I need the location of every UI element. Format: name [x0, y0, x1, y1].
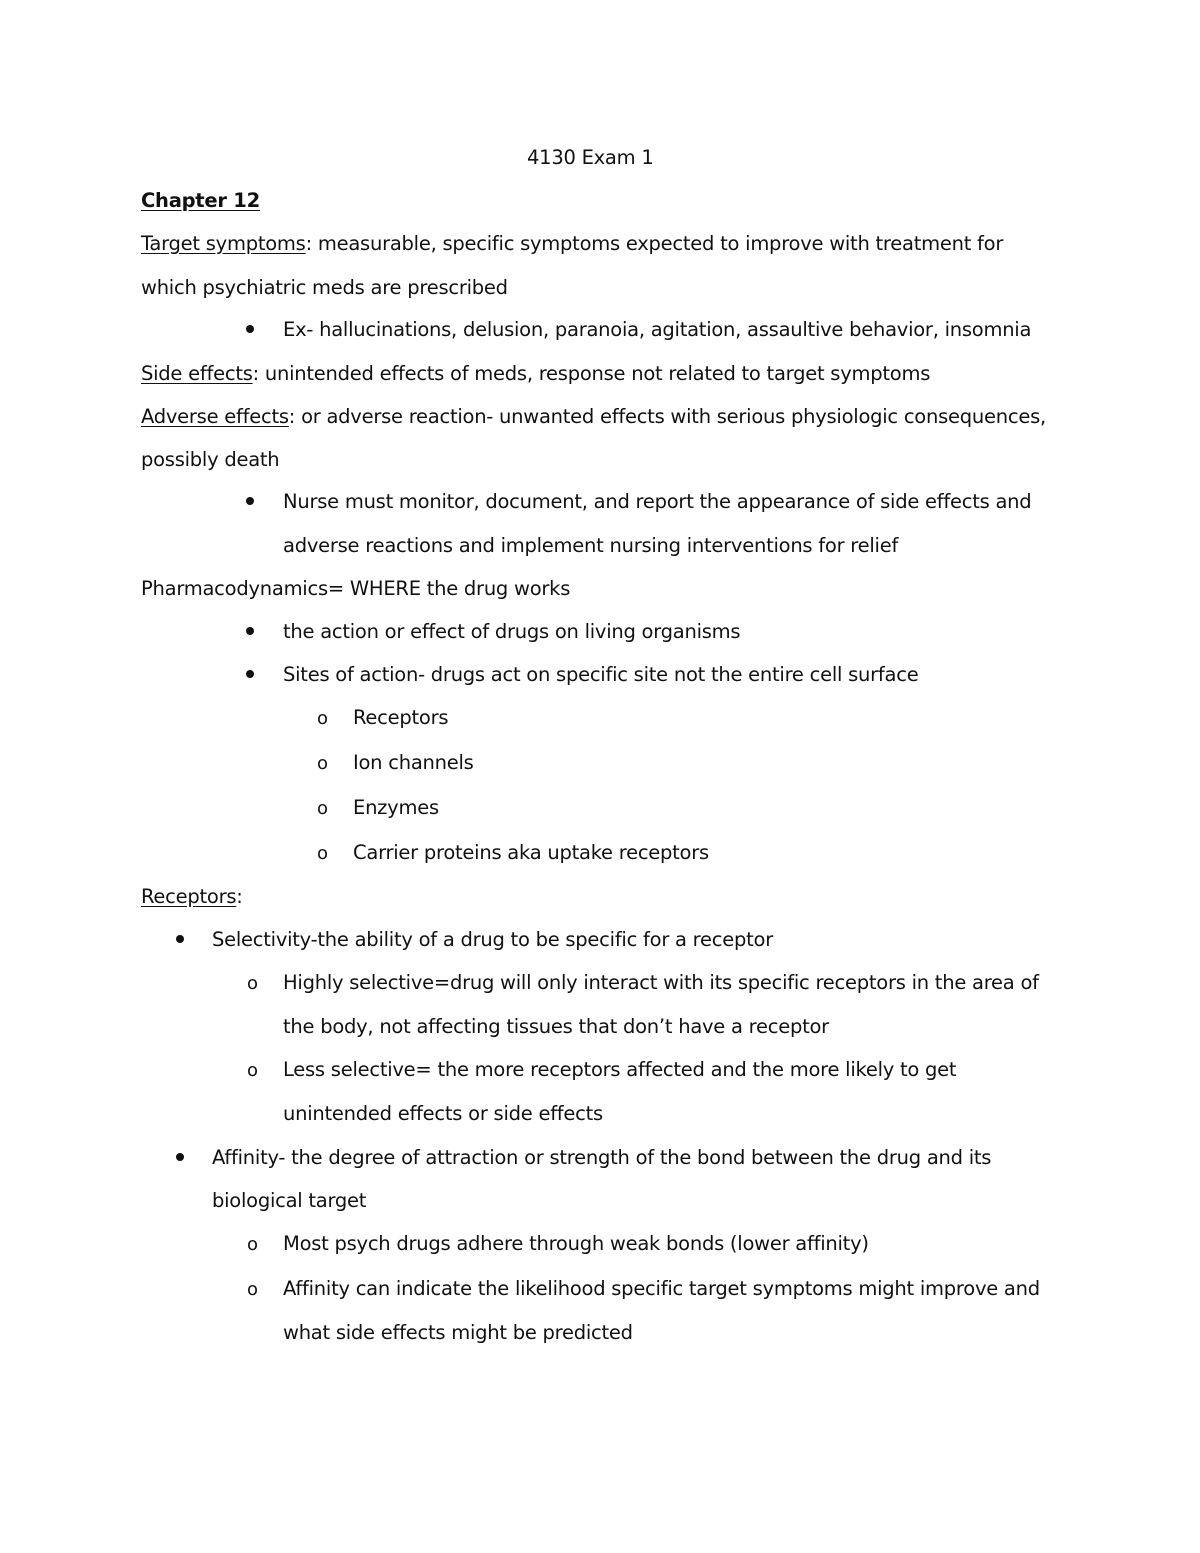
pharmacodynamics-bullet-action: the action or effect of drugs on living organisms	[283, 620, 741, 643]
highly-selective-line2: the body, not affecting tissues that don’t have a receptor	[283, 1015, 829, 1038]
receptors-selectivity: Selectivity-the ability of a drug to be specific for a receptor	[212, 928, 773, 951]
site-item-enzymes: Enzymes	[353, 796, 439, 819]
bullet-icon	[176, 1153, 184, 1161]
bullet-icon	[246, 627, 254, 635]
target-symptoms-example: Ex- hallucinations, delusion, paranoia, agitation, assaultive behavior, insomnia	[283, 318, 1032, 341]
less-selective-line2: unintended effects or side effects	[283, 1102, 603, 1125]
pharmacodynamics-bullet-sites: Sites of action- drugs act on specific site not the entire cell surface	[283, 663, 919, 686]
nurse-monitor-line1: Nurse must monitor, document, and report the appearance of side effects and	[283, 490, 1032, 513]
receptors-heading	[141, 884, 243, 910]
target-symptoms-colon: :	[305, 232, 312, 255]
nurse-monitor-line2: adverse reactions and implement nursing interventions for relief	[283, 534, 899, 557]
adverse-effects-definition	[141, 404, 1046, 430]
pharmacodynamics-heading: Pharmacodynamics= WHERE the drug works	[141, 577, 571, 600]
affinity-indicates-line2: what side effects might be predicted	[283, 1321, 633, 1344]
site-item-carrier-proteins: Carrier proteins aka uptake receptors	[353, 841, 709, 864]
sub-bullet-marker: o	[317, 798, 328, 819]
chapter-heading: Chapter 12	[141, 189, 260, 212]
sub-bullet-marker: o	[247, 1234, 258, 1255]
adverse-effects-text: : or adverse reaction- unwanted effects with serious physiologic consequences,	[288, 405, 1046, 428]
less-selective-line1: Less selective= the more receptors affected and the more likely to get	[283, 1058, 957, 1081]
affinity-indicates-line1: Affinity can indicate the likelihood specific target symptoms might improve and	[283, 1277, 1040, 1300]
affinity-line2: biological target	[212, 1189, 367, 1212]
side-effects-definition	[141, 361, 930, 387]
sub-bullet-marker: o	[247, 1279, 258, 1300]
side-effects-term: Side effects	[141, 362, 253, 385]
sub-bullet-marker: o	[247, 1060, 258, 1081]
side-effects-text: : unintended effects of meds, response not related to target symptoms	[252, 362, 931, 385]
sub-bullet-marker: o	[247, 973, 258, 994]
adverse-effects-continuation: possibly death	[141, 448, 280, 471]
receptors-term: Receptors	[141, 885, 237, 908]
bullet-icon	[246, 670, 254, 678]
document-title: 4130 Exam 1	[527, 146, 654, 169]
site-item-ion-channels: Ion channels	[353, 751, 474, 774]
sub-bullet-marker: o	[317, 753, 328, 774]
psych-drugs-weak-bonds: Most psych drugs adhere through weak bonds (lower affinity)	[283, 1232, 869, 1255]
sub-bullet-marker: o	[317, 843, 328, 864]
site-item-receptors: Receptors	[353, 706, 449, 729]
receptors-colon: :	[236, 885, 243, 908]
target-symptoms-text: measurable, specific symptoms expected to improve with treatment for	[311, 232, 1004, 255]
sub-bullet-marker: o	[317, 708, 328, 729]
bullet-icon	[246, 497, 254, 505]
adverse-effects-term: Adverse effects	[141, 405, 289, 428]
target-symptoms-definition	[141, 231, 1003, 257]
bullet-icon	[176, 935, 184, 943]
highly-selective-line1: Highly selective=drug will only interact with its specific receptors in the area of	[283, 971, 1039, 994]
target-symptoms-term: Target symptoms	[141, 232, 306, 255]
target-symptoms-continuation: which psychiatric meds are prescribed	[141, 276, 508, 299]
affinity-line1: Affinity- the degree of attraction or strength of the bond between the drug and its	[212, 1146, 992, 1169]
bullet-icon	[246, 325, 254, 333]
